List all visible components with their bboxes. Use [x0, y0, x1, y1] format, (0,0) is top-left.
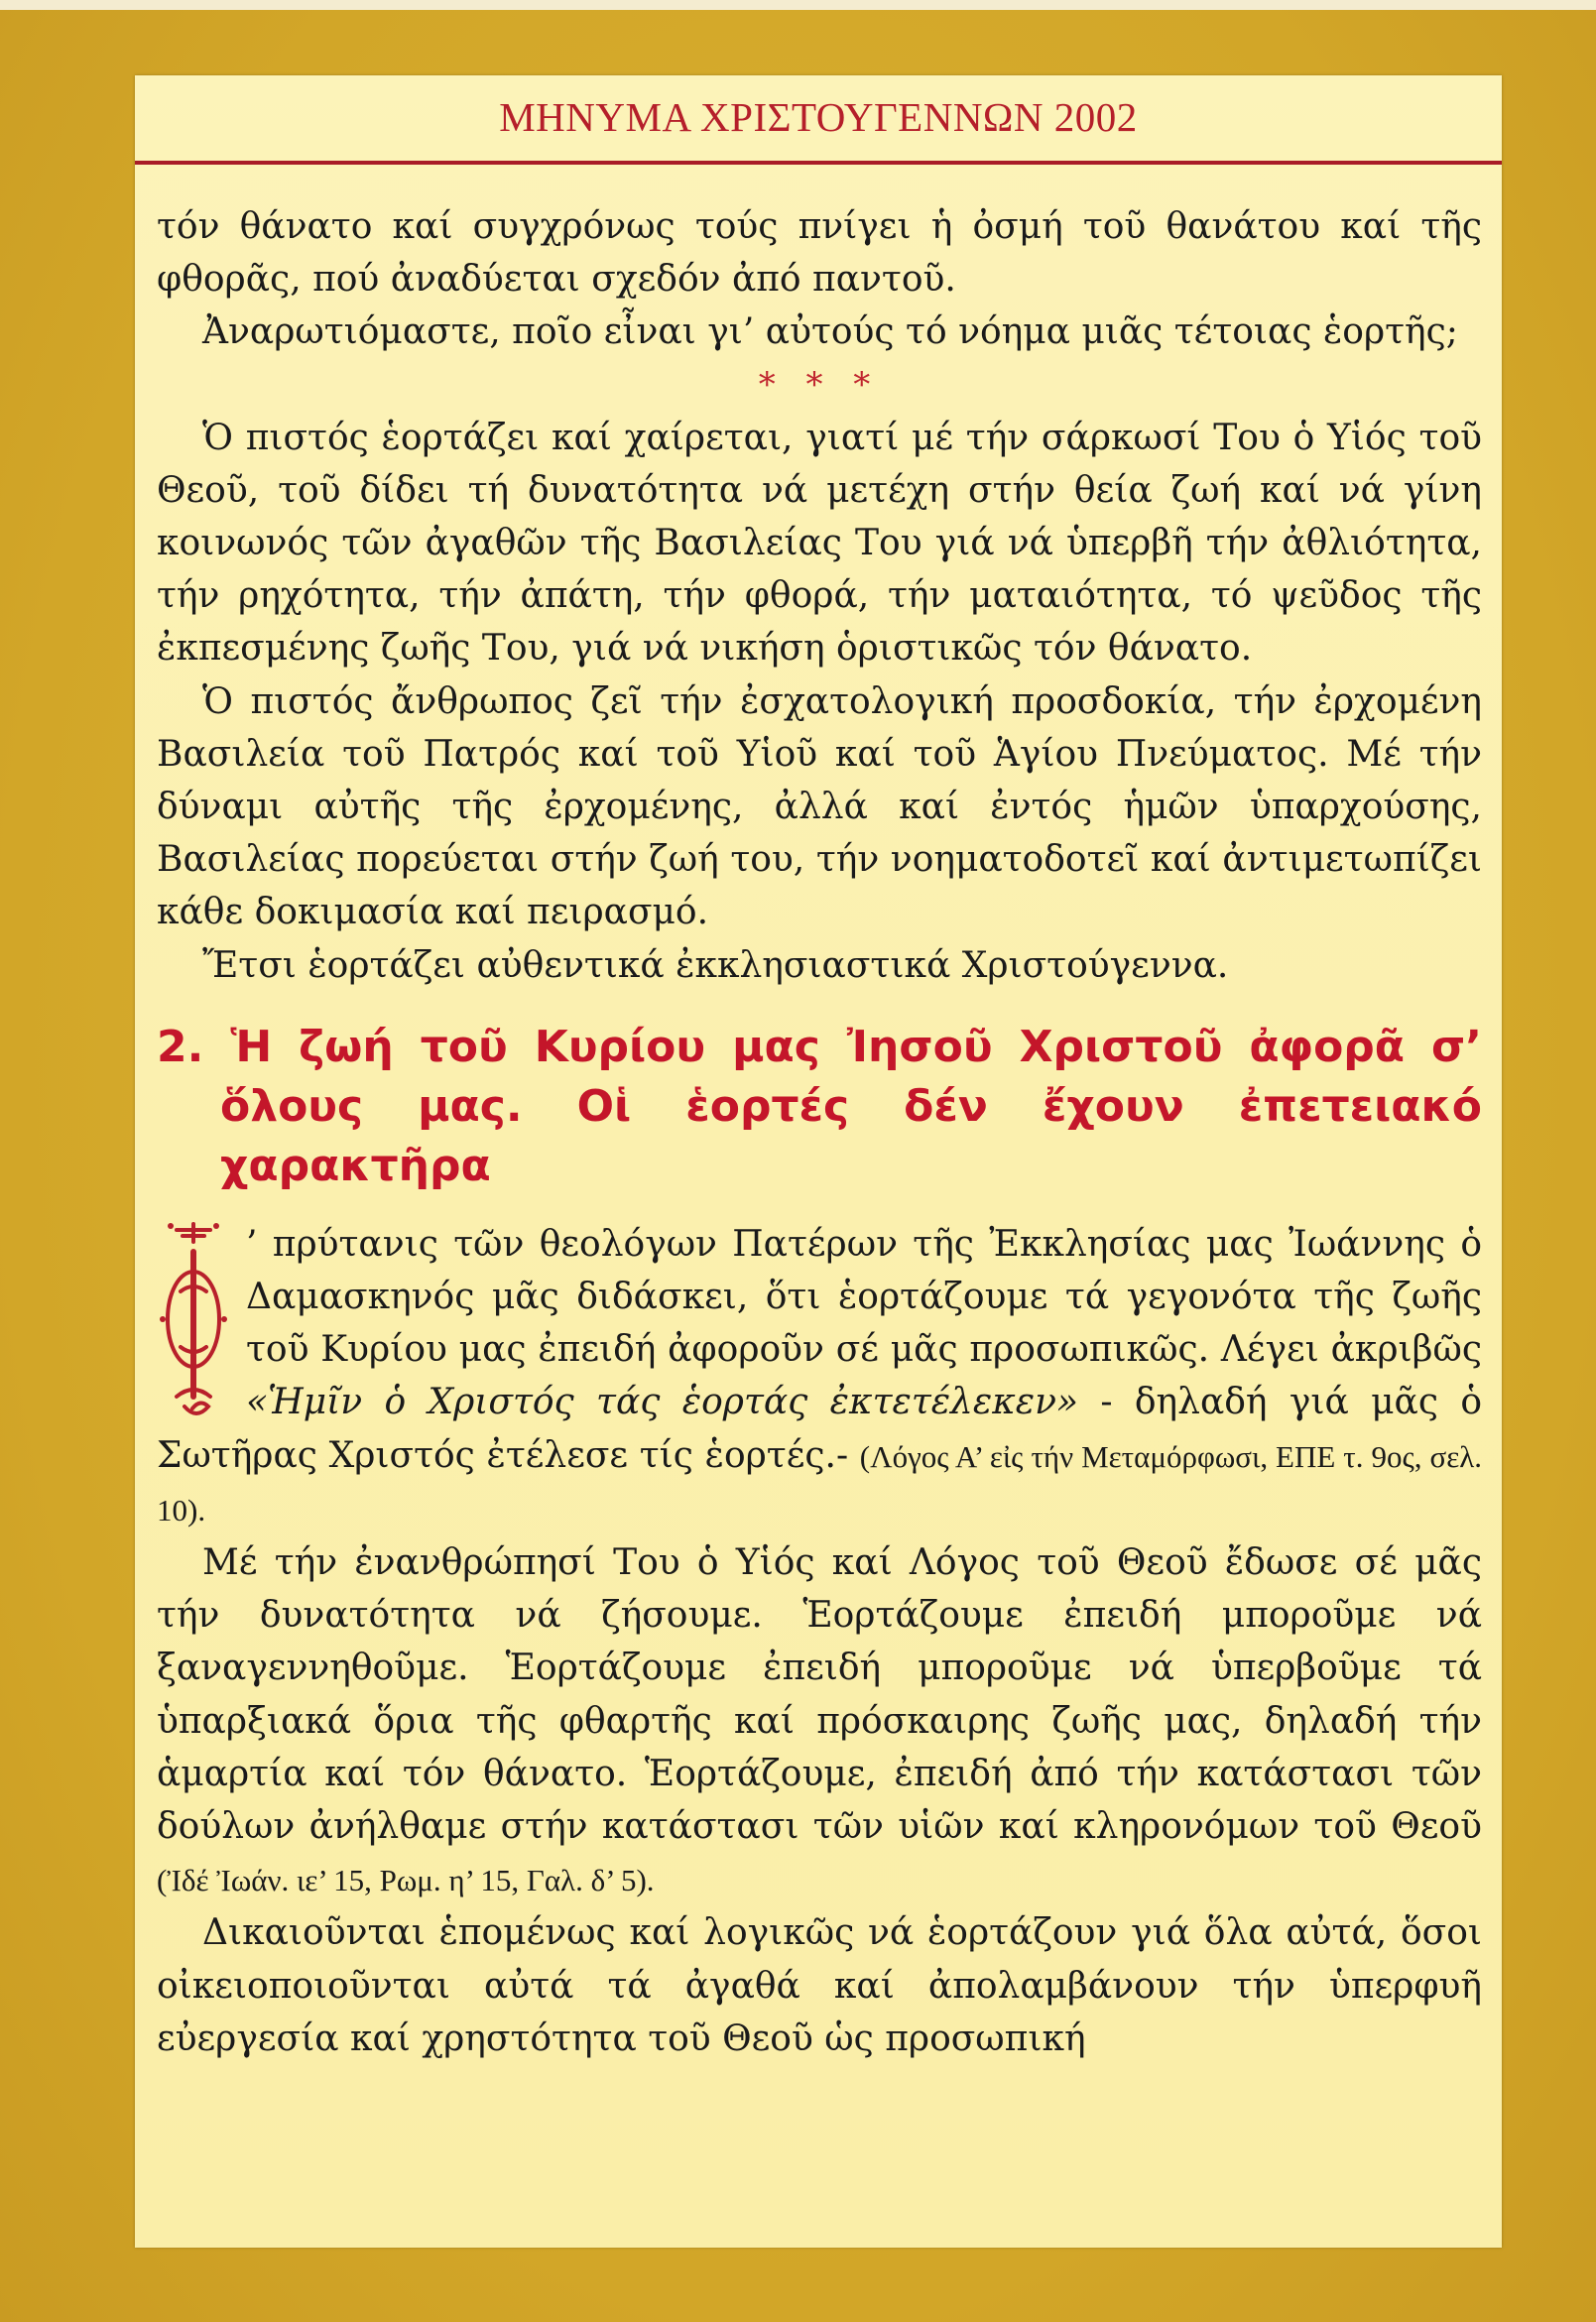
paragraph-s1-3: Ἔτσι ἑορτάζει αὐθεντικά ἐκκλησιαστικά Χριστούγεννα.	[202, 944, 1229, 986]
paragraph-s1-1: Ὁ πιστός ἑορτάζει καί χαίρεται, γιατί μέ τήν σάρκωσί Του ὁ Υἱός τοῦ Θεοῦ, τοῦ δίδει τή δυνατότητα νά μετέχη στήν θεία ζωή καί νά γίνη κοινωνός τῶν ἀγαθῶν τῆς Βασιλείας Του γιά νά ὑπερβῆ τήν ἀθλιότητα, τήν ρηχότητα, τήν ἀπάτη, τήν φθορά, τήν ματαιότητα, τό ψεῦδος τῆς ἐκπεσμένης ζωῆς Του, γιά νά νικήση ὁριστικῶς τόν θάνατο.	[157, 417, 1482, 670]
ornate-initial-icon	[157, 1222, 230, 1425]
section-2-heading: 2. Ἡ ζωή τοῦ Κυρίου μας Ἰησοῦ Χριστοῦ ἀφορᾶ σ’ ὅλους μας. Οἱ ἑορτές δέν ἔχουν ἐπετειακό χαρακτῆρα	[157, 1021, 1482, 1191]
citation: (Ἰδέ Ἰωάν. ιε’ 15, Ρωμ. η’ 15, Γαλ. δ’ 5).	[157, 1863, 655, 1898]
paragraph-s2-2	[157, 1536, 1482, 1906]
citation: (Λόγος Α’ εἰς τήν Μεταμόρφωσι, ΕΠΕ τ. 9ος, σελ. 10).	[157, 1438, 1482, 1528]
section-separator: * * *	[758, 364, 881, 405]
document-page	[135, 75, 1502, 2248]
paragraph-intro-2: Ἀναρωτιόμαστε, ποῖο εἶναι γι’ αὐτούς τό νόημα μιᾶς τέτοιας ἑορτῆς;	[202, 311, 1458, 353]
paragraph-intro-1: τόν θάνατο καί συγχρόνως τούς πνίγει ἡ ὀσμή τοῦ θανάτου καί τῆς φθορᾶς, πού ἀναδύεται σχεδόν ἀπό παντοῦ.	[157, 206, 1482, 301]
quote: «Ἡμῖν ὁ Χριστός τάς ἑορτάς ἐκτετέλεκεν»	[246, 1382, 1079, 1423]
paragraph-s1-2: Ὁ πιστός ἄνθρωπος ζεῖ τήν ἐσχατολογική προσδοκία, τήν ἐρχομένη Βασιλεία τοῦ Πατρός καί τοῦ Υἱοῦ καί τοῦ Ἁγίου Πνεύματος. Μέ τήν δύναμι αὐτῆς τῆς ἐρχομένης, ἀλλά καί ἐντός ἡμῶν ὑπαρχούσης, Βασιλείας πορεύεται στήν ζωή του, τήν νοηματοδοτεῖ καί ἀντιμετωπίζει κάθε δοκιμασία καί πειρασμό.	[157, 680, 1482, 933]
page-header: ΜΗΝΥΜΑ ΧΡΙΣΤΟΥΓΕΝΝΩΝ 2002	[499, 94, 1138, 140]
document-body	[157, 200, 1482, 2065]
header-rule	[135, 161, 1502, 165]
scan-edge	[0, 0, 1596, 10]
paragraph-s2-2-text: Μέ τήν ἐνανθρώπησί Του ὁ Υἱός καί Λόγος τοῦ Θεοῦ ἔδωσε σέ μᾶς τήν δυνατότητα νά ζήσουμε. Ἑορτάζουμε ἐπειδή μποροῦμε νά ξαναγεννηθοῦμε. Ἑορτάζουμε ἐπειδή μποροῦμε νά ὑπερβοῦμε τά ὑπαρξιακά ὅρια τῆς φθαρτῆς καί πρόσκαιρης ζωῆς μας, δηλαδή τήν ἁμαρτία καί τόν θάνατο. Ἑορτάζουμε, ἐπειδή ἀπό τήν κατάστασι τῶν δούλων ἀνήλθαμε στήν κατάστασι τῶν υἱῶν καί κληρονόμων τοῦ Θεοῦ	[157, 1542, 1482, 1848]
paragraph-s2-1	[157, 1218, 1482, 1536]
section-2-body	[157, 1218, 1482, 2065]
paragraph-s2-3: Δικαιοῦνται ἑπομένως καί λογικῶς νά ἑορτάζουν γιά ὅλα αὐτά, ὅσοι οἰκειοποιοῦνται αὐτά τά ἀγαθά καί ἀπολαμβάνουν τήν ὑπερφυῆ εὐεργεσία καί χρηστότητα τοῦ Θεοῦ ὡς προσωπική	[157, 1912, 1482, 2059]
paragraph-s2-1-text: ’ πρύτανις τῶν θεολόγων Πατέρων τῆς Ἐκκλησίας μας Ἰωάννης ὁ Δαμασκηνός μᾶς διδάσκει, ὅτι ἑορτάζουμε τά γεγονότα τῆς ζωῆς τοῦ Κυρίου μας ἐπειδή ἀφοροῦν σέ μᾶς προσωπικῶς. Λέγει ἀκριβῶς	[246, 1223, 1482, 1371]
paragraph-s2-1-rest: - δηλαδή γιά μᾶς ὁ Σωτῆρας Χριστός ἐτέλεσε τίς ἑορτές.-	[157, 1382, 1482, 1476]
